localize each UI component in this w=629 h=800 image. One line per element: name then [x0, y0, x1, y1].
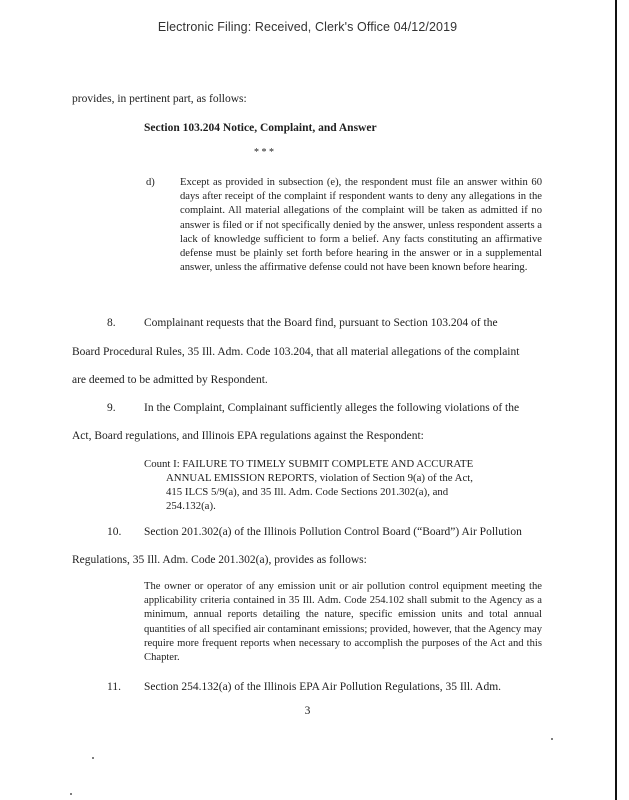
paragraph-10-line-1: Section 201.302(a) of the Illinois Pollution Control Board (“Board”) Air Pollution — [144, 526, 522, 538]
paragraph-9-line-2: Act, Board regulations, and Illinois EPA regulations against the Respondent: — [72, 430, 424, 442]
paragraph-8-line-3: are deemed to be admitted by Respondent. — [72, 374, 268, 386]
paragraph-8-line-2: Board Procedural Rules, 35 Ill. Adm. Code 103.204, that all material allegations of the complaint — [72, 346, 520, 358]
count-1-line-3: 415 ILCS 5/9(a), and 35 Ill. Adm. Code Sections 201.302(a), and — [166, 486, 449, 498]
quote-201-302: The owner or operator of any emission unit or air pollution control equipment meeting the applicability criteria contained in 35 Ill. Adm. Code 254.102 shall submit to the Agency as a minimum, annual reports detailing the nature, specific emission units and total annual quantities of all specified air contaminant emissions; provided, however, that the Agency may require more frequent reports when necessary to accomplish the purposes of the Act and this Chapter. — [144, 581, 542, 664]
scan-speck — [92, 757, 94, 759]
paragraph-9-line-1: In the Complaint, Complainant sufficiently alleges the following violations of the — [144, 402, 520, 414]
paragraph-number: 9. — [107, 402, 116, 414]
paragraph-8-line-1: Complainant requests that the Board find, pursuant to Section 103.204 of the — [144, 317, 498, 329]
count-1-line-2: ANNUAL EMISSION REPORTS, violation of Section 9(a) of the Act, — [166, 472, 473, 484]
intro-line: provides, in pertinent part, as follows: — [72, 93, 247, 105]
filing-stamp: Electronic Filing: Received, Clerk's Office 04/12/2019 — [157, 20, 458, 34]
page-number: 3 — [304, 705, 311, 717]
paragraph-number: 11. — [107, 681, 121, 693]
section-heading: Section 103.204 Notice, Complaint, and Answer — [144, 122, 377, 134]
subsection-d-text: Except as provided in subsection (e), the respondent must file an answer within 60 days after receipt of the complaint if respondent wants to deny any allegations in the complaint. All material allegations of the complaint will be taken as admitted if no answer is filed or if not specifically denied by the answer, unless respondent asserts a lack of knowledge sufficient to form a belief. Any facts constituting an affirmative defense must be plainly set forth before hearing in the answer or in a supplemental answer, unless the affirmative defense could not have been known before hearing. — [180, 177, 542, 274]
subsection-label: d) — [146, 177, 155, 188]
scan-speck — [70, 793, 72, 795]
paragraph-10-line-2: Regulations, 35 Ill. Adm. Code 201.302(a), provides as follows: — [72, 554, 367, 566]
paragraph-11-line-1: Section 254.132(a) of the Illinois EPA Air Pollution Regulations, 35 Ill. Adm. — [144, 681, 502, 693]
count-1-line-1: Count I: FAILURE TO TIMELY SUBMIT COMPLETE AND ACCURATE — [144, 458, 474, 470]
scan-border — [615, 0, 617, 800]
scan-speck — [551, 738, 553, 740]
ellipsis-stars: * * * — [254, 147, 274, 158]
count-1-line-4: 254.132(a). — [166, 500, 216, 512]
paragraph-number: 8. — [107, 317, 116, 329]
paragraph-number: 10. — [107, 526, 122, 538]
